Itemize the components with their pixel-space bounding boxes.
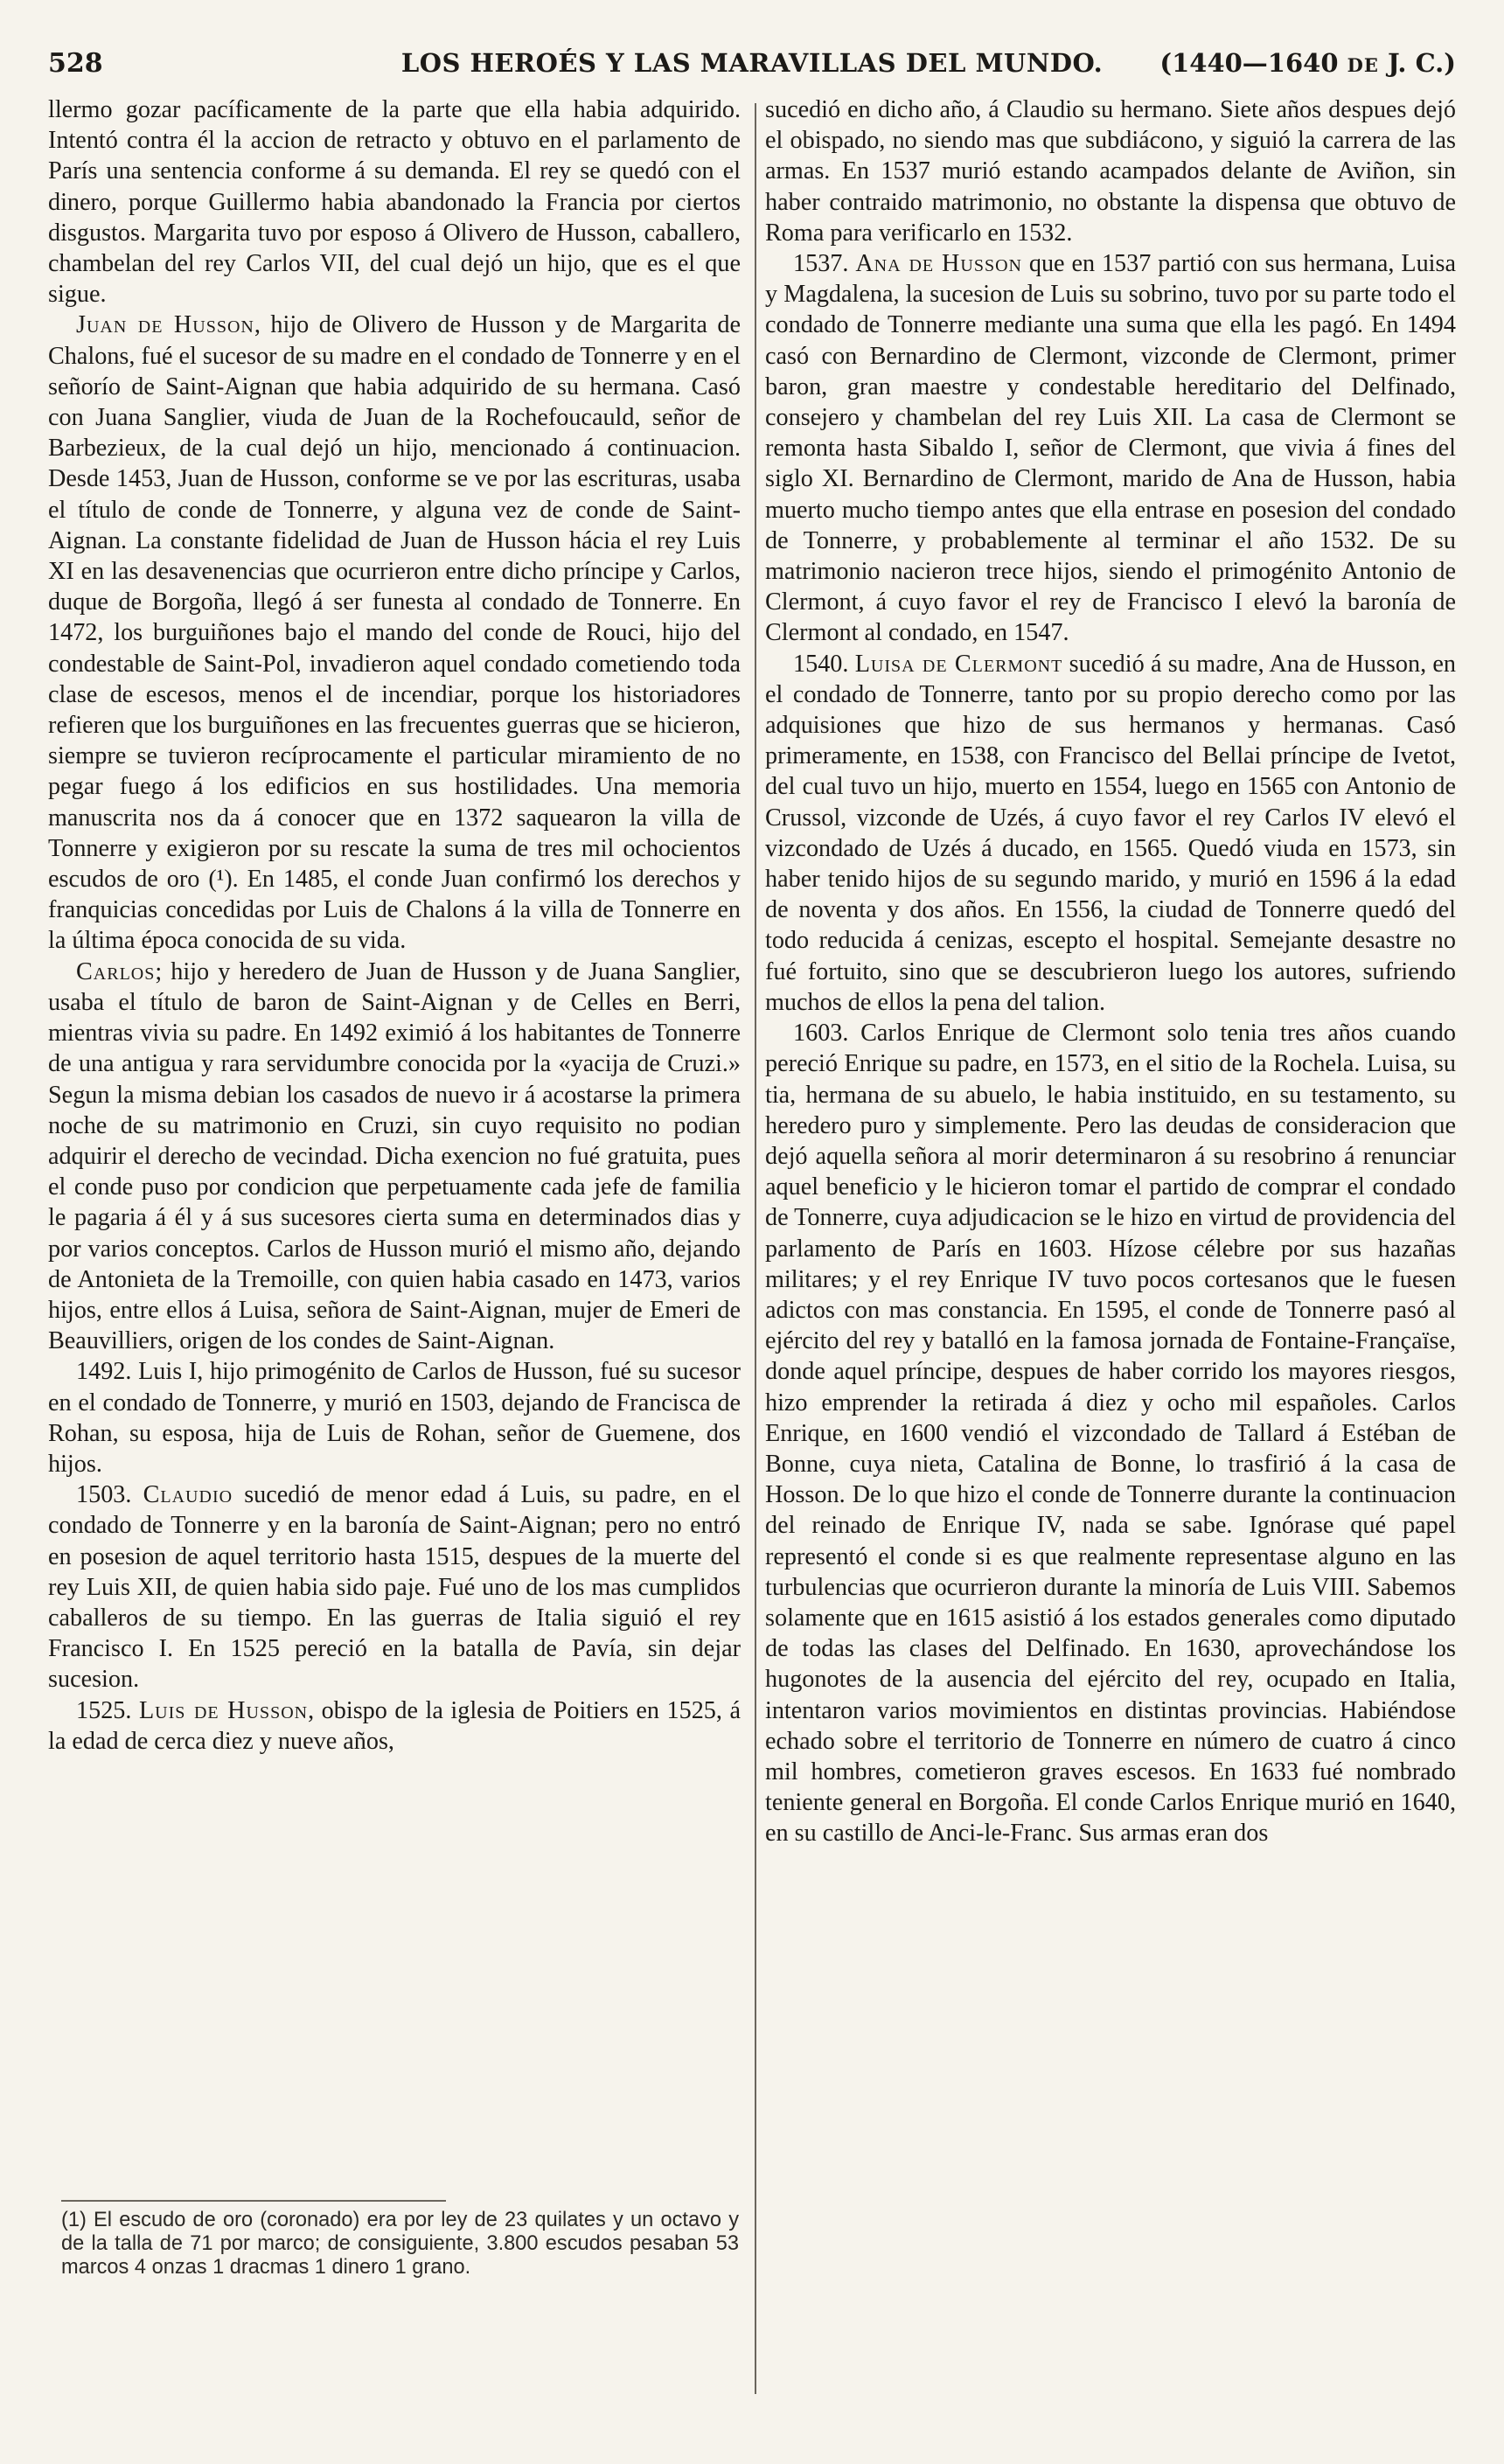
entry-text: , obispo de la iglesia de Poitiers en 1525, á la edad de cerca diez y nueve años, (48, 1696, 741, 1755)
entry-year: 1603. (793, 1020, 849, 1048)
page-number: 528 (48, 48, 103, 79)
running-header (48, 48, 1456, 83)
entry-name: Luisa de Clermont (854, 650, 1063, 678)
paragraph-1492 (48, 1356, 741, 1479)
footnote-divider (61, 2200, 446, 2202)
entry-year: 1540. (793, 650, 849, 678)
entry-year: 1492. (76, 1358, 132, 1386)
paragraph-1503 (48, 1479, 741, 1695)
entry-year: 1525. (76, 1696, 132, 1724)
paragraph-1603 (765, 1018, 1456, 1848)
entry-text: Carlos Enrique de Clermont solo tenia tres años cuando pereció Enrique su padre, en 1573, en el sitio de la Rochela. Luisa, su tia, hermana de su abuelo, le habia instituido, en su testamento, su heredero puro y simplemente. Pero las deudas de consideracion que dejó aquella señora al morir determinaron á su resobrino á renunciar aquel beneficio y le hicieron tomar el partido de comprar el condado de Tonnerre, cuya adjudicacion se le hizo en virtud de providencia del parlamento de París en 1603. Hízose célebre por sus hazañas militares; y el rey Enrique IV tuvo pocos cortesanos que le fuesen adictos con mas constancia. En 1595, el conde de Tonnerre pasó al ejército del rey y batalló en la famosa jornada de Fontaine-Françaïse, donde aquel príncipe, despues de haber corrido los mayores riesgos, hizo emprender la retirada á diez y ocho mil españoles. Carlos Enrique, en 1600 vendió el vizcondado de Tallard á Estéban de Bonne, cuya nieta, Catalina de Bonne, lo trasfirió á la casa de Hosson. De lo que hizo el conde de Tonnerre durante la continuacion del reinado de Enrique IV, nada se sabe. Ignórase qué papel representó el conde si es que realmente representase alguno en las turbulencias que ocurrieron durante la minoría de Luis VIII. Sabemos solamente que en 1615 asistió á los estados generales como diputado de todas las clases del Delfinado. En 1630, aprovechándose los hugonotes de la ausencia del ejército del rey, ocupado en Italia, intentaron varios movimientos en distintas provincias. Habiéndose echado sobre el territorio de Tonnerre en número de cuatro á cinco mil hombres, cometieron graves escesos. En 1633 fué nombrado teniente general en Borgoña. El conde Carlos Enrique murió en 1640, en su castillo de Anci-le-Franc. Sus armas eran dos (765, 1020, 1456, 1848)
entry-text: , hijo de Olivero de Husson y de Margarita de Chalons, fué el sucesor de su madre en el condado de Tonnerre y en el señorío de Saint-Aignan que habia adquirido de su hermana. Casó con Juana Sanglier, viuda de Juan de la Rochefoucauld, señor de Barbezieux, de la cual dejó un hijo, mencionado á continuacion. Desde 1453, Juan de Husson, conforme se ve por las escrituras, usaba el título de conde de Tonnerre, y alguna vez de conde de Saint-Aignan. La constante fidelidad de Juan de Husson hácia el rey Luis XI en las desavenencias que ocurrieron entre dicho príncipe y Carlos, duque de Borgoña, llegó á ser funesta al condado de Tonnerre. En 1472, los burguiñones bajo el mando del conde de Rouci, hijo del condestable de Saint-Pol, invadieron aquel condado cometiendo toda clase de escesos, menos el de incendiar, porque los historiadores refieren que los burguiñones en las frecuentes guerras que se hicieron, siempre se tuvieron recíprocamente el particular miramiento de no pegar fuego á los edificios en sus hostilidades. Una memoria manuscrita nos da á conocer que en 1372 saquearon la villa de Tonnerre y exigieron por su rescate la suma de tres mil ochocientos escudos de oro (¹). En 1485, el conde Juan confirmó los derechos y franquicias concedidas por Luis de Chalons á la villa de Tonnerre en la última época conocida de su vida. (48, 311, 741, 955)
entry-text: que en 1537 partió con sus hermana, Luisa y Magdalena, la sucesion de Luis su sobrino, tuvo por su parte todo el condado de Tonnerre mediante una suma que ella les pagó. En 1494 casó con Bernardino de Clermont, vizconde de Clermont, primer baron, gran maestre y condestable hereditario del Delfinado, consejero y chambelan del rey Luis XII. La casa de Clermont se remonta hasta Sibaldo I, señor de Clermont, que vivia á fines del siglo XI. Bernardino de Clermont, marido de Ana de Husson, habia muerto mucho tiempo antes que ella entrase en posesion del condado de Tonnerre, y probablemente al terminar el año 1532. De su matrimonio nacieron trece hijos, siendo el primogénito Antonio de Clermont, á cuyo favor el rey de Francisco I elevó la baronía de Clermont al condado, en 1547. (765, 250, 1456, 647)
date-range (1159, 48, 1456, 78)
entry-name: Juan de Husson (76, 311, 254, 339)
paragraph: sucedió en dicho año, á Claudio su hermano. Siete años despues dejó el obispado, no siendo mas que subdiácono, y siguió la carrera de las armas. En 1537 murió estando acampados delante de Aviñon, sin haber contraido matrimonio, no obstante la dispensa que obtuvo de Roma para verificarlo en 1532. (765, 96, 1456, 247)
entry-text: ; hijo y heredero de Juan de Husson y de Juana Sanglier, usaba el título de baron de Saint-Aignan y de Celles en Berri, mientras vivia su padre. En 1492 eximió á los habitantes de Tonnerre de una antigua y rara servidumbre conocida por la «yacija de Cruzi.» Segun la misma debian los casados de nuevo ir á acostarse la primera noche de su matrimonio en Cruzi, sin cuyo requisito no podian adquirir el derecho de vecindad. Dicha exencion no fué gratuita, pues el conde puso por condicion que perpetuamente cada jefe de familia le pagaria á él y á sus sucesores cierta suma en determinados dias y por varios conceptos. Carlos de Husson murió el mismo año, dejando de Antonieta de la Tremoille, con quien habia casado en 1473, varios hijos, entre ellos á Luisa, señora de Saint-Aignan, mujer de Emeri de Beauvilliers, origen de los condes de Saint-Aignan. (48, 957, 741, 1355)
footnote: (1) El escudo de oro (coronado) era por ley de 23 quilates y un octavo y de la talla de 71 por marco; de consiguiente, 3.800 escudos pesaban 53 marcos 4 onzas 1 dracmas 1 dinero 1 grano. (61, 2209, 739, 2279)
entry-text: sucedió á su madre, Ana de Husson, en el condado de Tonnerre, tanto por su propio derecho como por las adquisiones que hizo de sus hermanos y hermanas. Casó primeramente, en 1538, con Francisco del Bellai príncipe de Ivetot, del cual tuvo un hijo, muerto en 1554, luego en 1565 con Antonio de Crussol, vizconde de Uzés, á cuyo favor el rey Carlos IV elevó el vizcondado de Uzés á ducado, en 1565. Quedó viuda en 1573, sin haber tenido hijos de su segundo marido, y murió en 1596 á la edad de noventa y dos años. En 1556, la ciudad de Tonnerre quedó del todo reducida á cenizas, escepto el hospital. Semejante desastre no fué fortuito, sino que se descubrieron luego los autores, sufriendo muchos de ellos la pena del talion. (765, 650, 1457, 1016)
entry-name: Claudio (143, 1481, 233, 1509)
paragraph-1525 (48, 1695, 741, 1757)
running-title: LOS HEROÉS Y LAS MARAVILLAS DEL MUNDO. (400, 48, 1104, 78)
entry-name: Carlos (76, 957, 156, 985)
column-divider (755, 103, 756, 2394)
entry-text: sucedió de menor edad á Luis, su padre, en el condado de Tonnerre y en la baronía de Saint-Aignan; pero no entró en posesion de aquel territorio hasta 1515, despues de la muerte del rey Luis XII, de quien habia sido paje. Fué uno de los mas cumplidos caballeros de su tiempo. En las guerras de Italia siguió el rey Francisco I. En 1525 pereció en la batalla de Pavía, sin dejar sucesion. (48, 1481, 741, 1694)
entry-name: Luis de Husson (138, 1696, 309, 1724)
paragraph-1537 (765, 248, 1456, 649)
paragraph-carlos (48, 957, 741, 1357)
entry-year: 1503. (76, 1481, 132, 1509)
date-range-end: J. C.) (1378, 48, 1456, 78)
right-column (765, 94, 1456, 1849)
paragraph: llermo gozar pacíficamente de la parte que ella habia adquirido. Intentó contra él la accion de retracto y obtuvo en el parlamento de París una sentencia conforme á su demanda. El rey se quedó con el dinero, porque Guillermo habia abandonado la Francia por ciertos disgustos. Margarita tuvo por esposo á Olivero de Husson, caballero, chambelan del rey Carlos VII, del cual dejó un hijo, que es el que sigue. (48, 96, 741, 309)
entry-year: 1537. (793, 250, 849, 278)
date-range-start: (1440—1640 (1159, 48, 1347, 78)
entry-text: Luis I, hijo primogénito de Carlos de Husson, fué su sucesor en el condado de Tonnerre, y murió en 1503, dejando de Francisca de Rohan, su esposa, hija de Luis de Rohan, señor de Guemene, dos hijos. (48, 1358, 741, 1478)
entry-name: Ana de Husson (855, 250, 1022, 278)
date-range-de: DE (1347, 54, 1379, 76)
paragraph-juan-de-husson (48, 310, 741, 956)
paragraph-1540 (765, 649, 1456, 1018)
left-column (48, 94, 741, 1757)
